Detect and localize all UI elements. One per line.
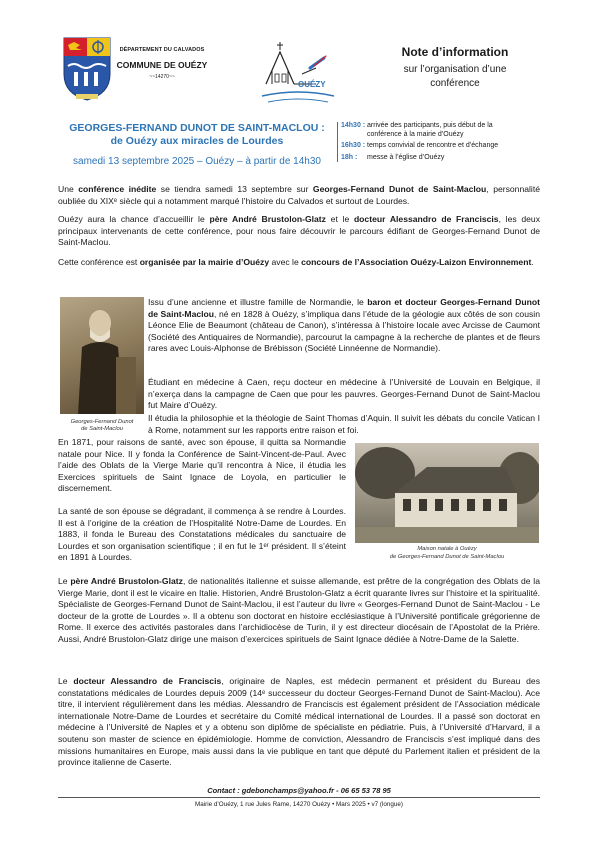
portrait-caption-2: de Saint-Maclou <box>81 426 123 432</box>
intro-paragraph-2: Ouézy aura la chance d’accueillir le père André Brustolon-Glatz et le docteur Alessandro de Franciscis, les deux principaux intervenants de cette conférence, pour nous faire découvrir le parcours édifiant de Georges-Fernand Dunot de Saint-Maclou. <box>58 214 540 248</box>
coat-of-arms <box>62 36 112 102</box>
schedule-row <box>341 142 551 151</box>
schedule-time: 14h30 : <box>341 122 366 129</box>
note-title: Note d’information <box>401 45 509 59</box>
bio-paragraph-4: En 1871, pour raisons de santé, avec son épouse, il quitta sa Normandie natale pour Nice. Il y fonda la Conférence de Saint-Vincent-de-Paul. Avec l’aide des Oblats de la Vierge Marie qu’il rencontra à Nice, il étudia les Exercices spirituels de Saint Ignace de Loyola, en particulier le discernement. <box>58 437 346 494</box>
schedule <box>337 122 551 162</box>
bio-paragraph-3: Il étudia la philosophie et la théologie de Saint Thomas d’Aquin. Il suivit les débats du concile Vatican I à Rome, notamment sur les rapports entre raison et foi. <box>148 413 540 435</box>
schedule-text: messe à l’église d’Ouézy <box>367 153 445 161</box>
house-caption-2: de Georges-Fernand Dunot de Saint-Maclou <box>389 554 505 560</box>
house-caption-1: Maison natale à Ouézy <box>417 546 477 552</box>
schedule-time: 16h30 : <box>341 142 366 149</box>
conference-date: samedi 13 septembre 2025 – Ouézy – à partir de 14h30 <box>73 156 321 167</box>
church-logo <box>258 40 338 108</box>
schedule-row <box>341 131 551 140</box>
note-subtitle-1: sur l’organisation d’une <box>403 64 507 75</box>
bio-paragraph-5: La santé de son épouse se dégradant, il commença à se rendre à Lourdes. Il est à l’origine de la création de l’Hospitalité Notre-Dame de Lourdes. En 1883, il fonda le Bureau des Constatations médicales du sanctuaire de Lourdes et son organisation scientifique ; il en fut le 1ᵉʳ président. Il s’éteint en 1891 à Lourdes. <box>58 506 346 563</box>
house-photo <box>355 443 539 543</box>
schedule-text: conférence à la mairie d’Ouézy <box>367 130 464 138</box>
schedule-text: temps convivial de rencontre et d’échange <box>367 142 499 149</box>
schedule-time: 18h : <box>341 153 358 161</box>
note-subtitle-2: conférence <box>430 78 480 89</box>
footer-address: Mairie d’Ouézy, 1 rue Jules Rame, 14270 Ouézy • Mars 2025 • v7 (longue) <box>195 801 403 808</box>
bio-paragraph-1: Issu d’une ancienne et illustre famille de Normandie, le baron et docteur Georges-Fernand Dunot de Saint-Maclou, né en 1828 à Ouézy, s’impliqua dans l’étude de la géologie aux côtés de son cousin Léonce Elie de Beaumont (château de Canon), s’intéressa à l’histoire locale avec Arcisse de Caumont (Société des Antiquaires de Normandie), parcourut la campagne à la recherche de plantes et de fleurs rares avec Louis-Alphonse de Brébisson (Société Linnéenne de Normandie). <box>148 297 540 354</box>
conference-title-2: de Ouézy aux miracles de Lourdes <box>110 135 284 147</box>
commune-name: COMMUNE DE OUÉZY <box>116 60 208 70</box>
conference-title-1: GEORGES-FERNAND DUNOT DE SAINT-MACLOU : <box>69 122 325 134</box>
footer-divider <box>58 797 540 798</box>
schedule-row <box>341 154 551 163</box>
portrait-photo <box>60 297 144 414</box>
footer-contact: Contact : gdebonchamps@yahoo.fr - 06 65 53 78 95 <box>207 786 391 795</box>
portrait-caption-1: Georges-Fernand Dunot <box>70 419 134 425</box>
schedule-text: arrivée des participants, puis début de la <box>367 122 493 129</box>
department-label: DÉPARTEMENT DU CALVADOS <box>119 47 205 53</box>
logo-text: OUÉZY <box>298 80 326 89</box>
intro-paragraph-1: Une conférence inédite se tiendra samedi 13 septembre sur Georges-Fernand Dunot de Saint-Maclou, personnalité oubliée du XIXᵉ siècle qui a notamment marqué l’histoire du Calvados et surtout de Lourdes. <box>58 184 541 206</box>
postal-code: ~~14270~~ <box>149 74 175 80</box>
speaker-paragraph-2: Le docteur Alessandro de Franciscis, originaire de Naples, est médecin permanent et président du Bureau des constatations médicales de Lourdes depuis 2009 (14ᵉ successeur du docteur Georges-Fernand Dunot de Saint-Maclou). Ace titre, il intervient régulièrement dans les médias. Alessandro de Franciscis est également président de l’Association médicale internationale Notre-Dame de Lourdes et secrétaire du Comité médical international de Lourdes. Il a passé son doctorat en médecine à l’Université de Naples et y a obtenu son diplôme de spécialiste en pédiatrie. Puis, à l’Université d’Harvard, il a soutenu son master de science en épidémiologie. Homme de conviction, Alessandro de Franciscis s’est impliqué dans des missions humanitaires en Europe, mais aussi dans la vie publique en tant que député du Parlement italien et président de la province italienne de Caserte. <box>58 676 540 768</box>
schedule-row <box>341 122 551 131</box>
schedule-time <box>341 131 367 140</box>
bio-paragraph-2: Étudiant en médecine à Caen, reçu docteur en médecine à l’Université de Louvain en Belgique, il n’exerça dans la campagne de Caen que pour les pauvres. Georges-Fernand Dunot de Saint-Maclou fut Maire d’Ouézy. <box>148 377 540 411</box>
intro-paragraph-3: Cette conférence est organisée par la mairie d’Ouézy avec le concours de l’Association Ouézy-Laizon Environnement. <box>58 257 534 267</box>
speaker-paragraph-1: Le père André Brustolon-Glatz, de nationalités italienne et suisse allemande, est prêtre de la congrégation des Oblats de la Vierge Marie, dont il est le vicaire en Italie. Historien, André Brustolon-Glatz a écrit quarante livres sur l’histoire et la spiritualité. Spécialiste de Georges-Fernand Dunot de Saint-Maclou, il est l’auteur du livre « Georges-Fernand Dunot de Saint-Maclou - Le docteur de la grotte de Lourdes ». Il a obtenu son doctorat en histoire ecclésiastique à l’Université pontificale grégorienne de Rome. Il exerce des activités pastorales dans l’archidiocèse de Turin, il y est directeur diocésain de l’Apostolat de la Prière. Aussi, André Brustolon-Glatz dirige une maison d’exercices spirituels de Saint Ignace dédiée à Notre-Dame de la Salette. <box>58 576 540 644</box>
